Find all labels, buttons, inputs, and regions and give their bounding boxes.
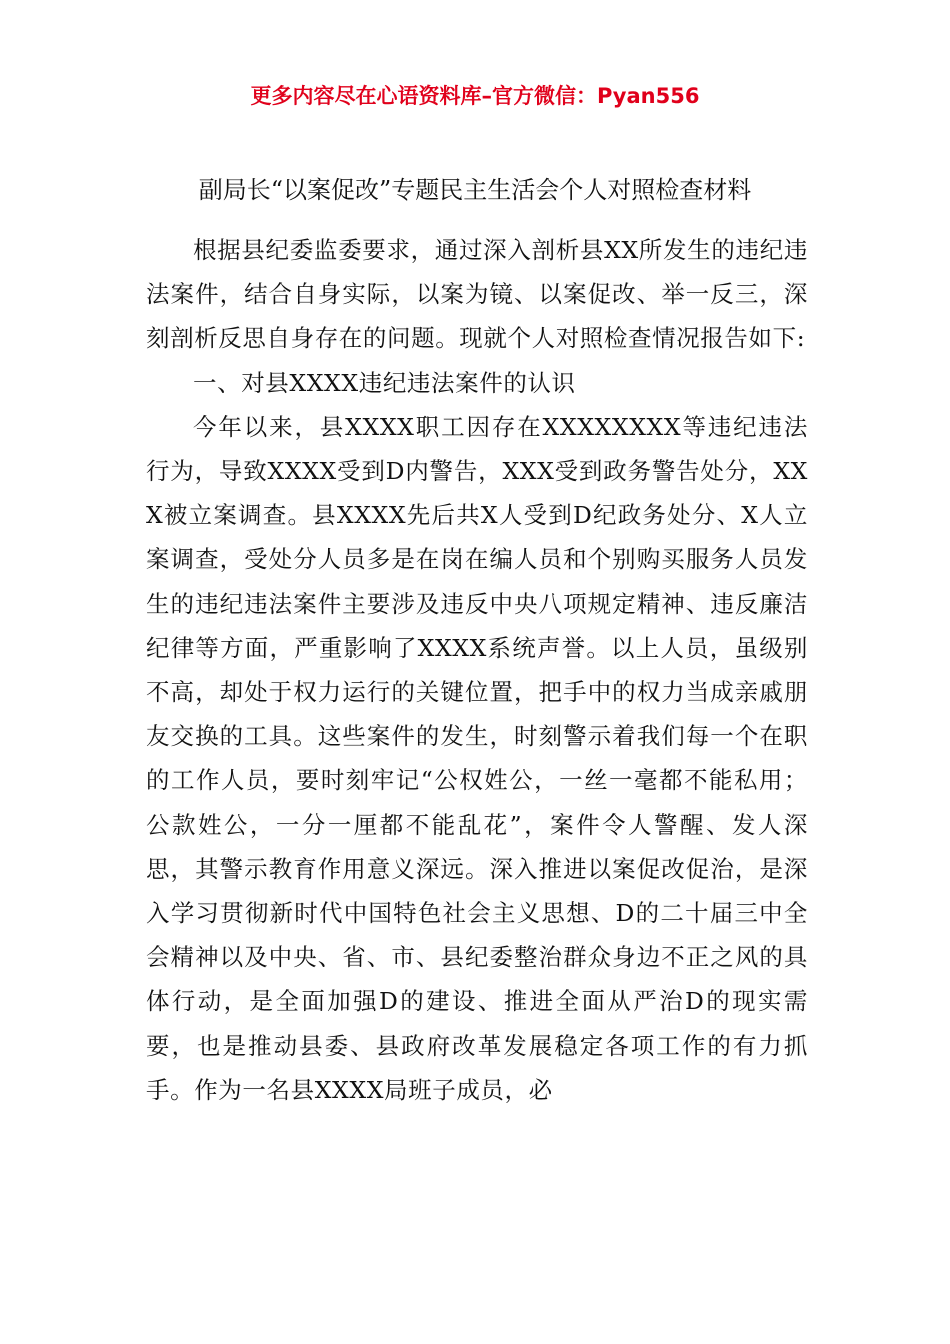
banner-separator: – xyxy=(481,84,493,108)
header-banner xyxy=(0,80,950,112)
banner-library-text: 更多内容尽在心语资料库 xyxy=(250,84,482,108)
document-body xyxy=(146,228,808,1112)
paragraph-case-analysis: 今年以来，县XXXX职工因存在XXXXXXXX等违纪违法行为，导致XXXX受到D内警告，XXX受到政务警告处分，XXX被立案调查。县XXXX先后共X人受到D纪政务处分、X人立案调查，受处分人员多是在岗在编人员和个别购买服务人员发生的违纪违法案件主要涉及违反中央八项规定精神、违反廉洁纪律等方面，严重影响了XXXX系统声誉。以上人员，虽级别不高，却处于权力运行的关键位置，把手中的权力当成亲戚朋友交换的工具。这些案件的发生，时刻警示着我们每一个在职的工作人员，要时刻牢记“公权姓公，一丝一毫都不能私用；公款姓公，一分一厘都不能乱花”，案件令人警醒、发人深思，其警示教育作用意义深远。深入推进以案促改促治，是深入学习贯彻新时代中国特色社会主义思想、D的二十届三中全会精神以及中央、省、市、县纪委整治群众身边不正之风的具体行动，是全面加强D的建设、推进全面从严治D的现实需要，也是推动县委、县政府改革发展稳定各项工作的有力抓手。作为一名县XXXX局班子成员，必 xyxy=(146,412,808,1104)
paragraph-intro: 根据县纪委监委要求，通过深入剖析县XX所发生的违纪违法案件，结合自身实际，以案为镜、以案促改、举一反三，深刻剖析反思自身存在的问题。现就个人对照检查情况报告如下: xyxy=(146,236,808,353)
document-title: 副局长“以案促改”专题民主生活会个人对照检查材料 xyxy=(198,176,752,204)
section-heading-1: 一、对县XXXX违纪违法案件的认识 xyxy=(193,368,576,397)
banner-wechat-text: 官方微信：Pyan556 xyxy=(492,84,700,108)
